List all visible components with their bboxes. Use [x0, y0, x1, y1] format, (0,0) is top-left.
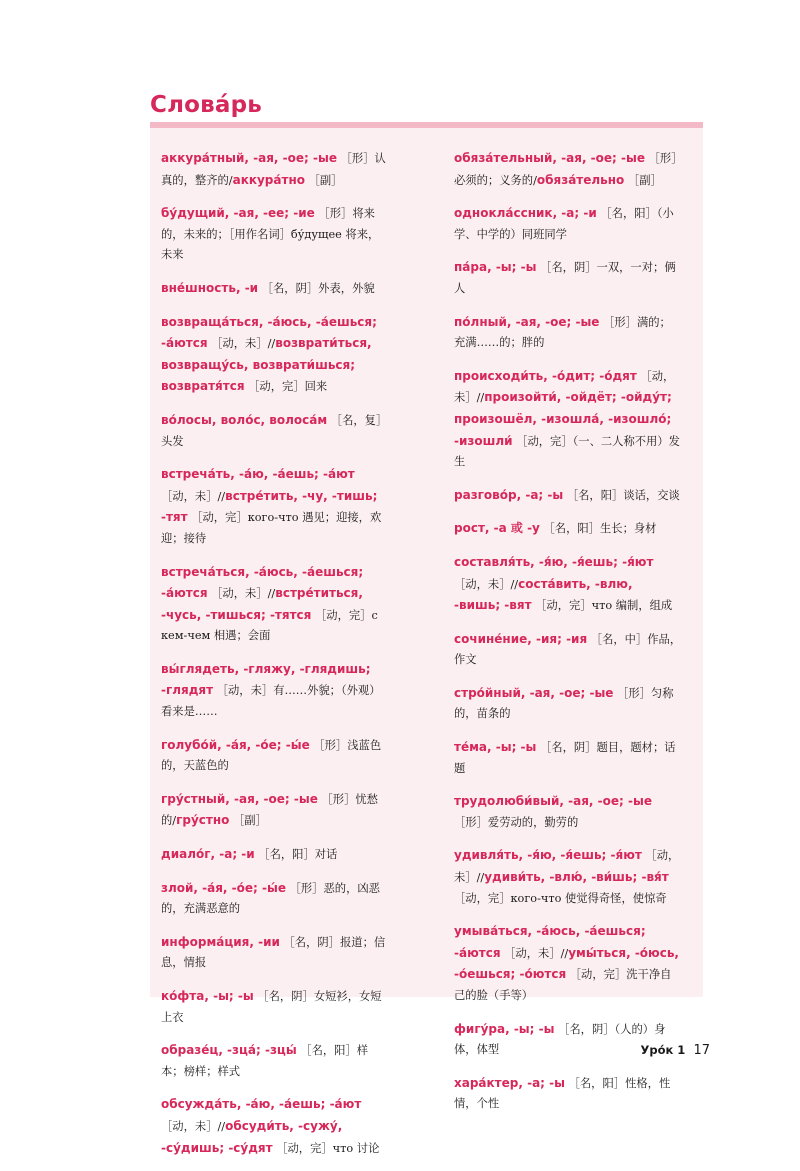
gloss: ［动，未］//	[504, 946, 569, 960]
gloss: ［形］爱劳动的，勤劳的	[454, 815, 579, 829]
vocabulary-column-left	[161, 148, 389, 1171]
vocabulary-entry	[161, 1040, 389, 1082]
gloss: ［动，完］с кем-чем 相遇；会面	[161, 608, 378, 643]
gloss: ［副］	[233, 814, 267, 828]
headword: сочине́ние, -ия; -ия	[454, 631, 588, 646]
headword: фигу́ра, -ы; -ы	[454, 1021, 555, 1036]
headword: аккура́тный, -ая, -ое; -ые	[161, 151, 337, 165]
gloss: ［动，完］что 编制，组成	[535, 599, 673, 613]
gloss: ［形］恶的，凶恶的，充满恶意的	[161, 881, 380, 916]
gloss: ［动，未］//	[454, 849, 680, 885]
headword: трудолюби́вый, -ая, -ое; -ые	[454, 794, 652, 809]
headword: злой, -а́я, -о́е; -ы́е	[161, 880, 286, 895]
headword: удивля́ть, -я́ю, -я́ешь; -я́ют	[454, 848, 642, 863]
gloss: ［形］浅蓝色的，天蓝色的	[161, 738, 382, 773]
headword: голубо́й, -а́я, -о́е; -ы́е	[161, 737, 310, 752]
headword: обсуди́ть, -сужу́, -су́дишь; -су́дят	[161, 1118, 343, 1155]
headword: образе́ц, -зца́; -зцы́	[161, 1043, 297, 1058]
vocabulary-entry	[161, 278, 389, 300]
gloss: ［名，阴］外表，外貌	[261, 281, 375, 295]
gloss: ［形］忧愁的/	[161, 792, 378, 828]
page-title: Слова́рь	[150, 92, 263, 118]
gloss: ［动，未］//	[211, 337, 276, 351]
vocabulary-entry	[161, 203, 389, 266]
headword: бу́дущий, -ая, -ее; -ие	[161, 206, 315, 221]
vocabulary-entry	[161, 312, 389, 398]
gloss: ［副］	[627, 173, 662, 187]
vocabulary-entry	[454, 552, 682, 617]
gloss: ［动，完］кого-что 使觉得奇怪，使惊奇	[454, 891, 667, 905]
headword: па́ра, -ы; -ы	[454, 260, 537, 275]
gloss: ［名，阳］谈话，交谈	[566, 488, 680, 502]
gloss: ［动，未］//	[454, 577, 519, 591]
headword: гру́стный, -ая, -ое; -ые	[161, 791, 318, 806]
lesson-label: Уро́к 1	[640, 1043, 686, 1057]
vocabulary-entry	[454, 629, 682, 671]
gloss: ［名，阳］生长；身材	[543, 522, 657, 536]
page-footer	[600, 1043, 710, 1058]
vocabulary-entry	[454, 845, 682, 909]
vocabulary-entry	[454, 485, 682, 507]
vocabulary-entry	[161, 789, 389, 832]
headword: встреча́ться, -а́юсь, -а́ешься; -а́ются	[161, 564, 364, 601]
gloss: ［形］匀称的，苗条的	[454, 686, 674, 721]
vocabulary-entry	[454, 737, 682, 779]
gloss: ［形］满的；充满……的；胖的	[454, 315, 671, 350]
vocabulary-entry	[454, 203, 682, 245]
gloss: ［名，复］头发	[161, 413, 388, 448]
gloss: ［名，阳］样本；榜样；样式	[161, 1044, 369, 1078]
headword: произойти́, -ойдёт; -ойду́т; произошёл, -изошла́, -изошло́; -изошли́	[454, 390, 672, 448]
headword: составля́ть, -я́ю, -я́ешь; -я́ют	[454, 554, 654, 569]
gloss: ［动，完］洗干净自己的脸（手等）	[454, 968, 672, 1002]
headword: информа́ция, -ии	[161, 934, 280, 949]
headword: встре́тить, -чу, -тишь; -тят	[161, 488, 378, 525]
gloss: ［动，完］回来	[248, 380, 328, 394]
headword: возврати́ться, возвращу́сь, возврати́шься; возвратя́тся	[161, 336, 372, 394]
gloss: ［名，阴］（人的）身体，体型	[454, 1022, 666, 1057]
gloss: ［名，阳］性格，性情，个性	[454, 1076, 671, 1111]
page-number: 17	[693, 1043, 710, 1058]
headword: во́лосы, воло́с, волоса́м	[161, 412, 328, 427]
vocabulary-entry	[454, 1073, 682, 1115]
headword: однокла́ссник, -а; -и	[454, 206, 597, 221]
vocabulary-entry	[161, 878, 389, 920]
gloss: ［动，完］（一、二人称不用）发生	[454, 434, 680, 469]
headword: стро́йный, -ая, -ое; -ые	[454, 685, 614, 700]
headword: рост, -а 或 -у	[454, 521, 540, 536]
vocabulary-entry	[454, 257, 682, 299]
vocabulary-entry	[161, 659, 389, 723]
headword: соста́вить, -влю, -вишь; -вят	[454, 576, 633, 613]
gloss: ［名，阴］女短衫，女短上衣	[161, 990, 382, 1024]
gloss: ［动，完］что 讨论	[276, 1141, 380, 1155]
headword: диало́г, -а; -и	[161, 847, 255, 862]
gloss: ［副］	[308, 173, 343, 187]
headword: умы́ться, -о́юсь, -о́ешься; -о́ются	[454, 945, 679, 982]
vocabulary-entry	[454, 921, 682, 1006]
gloss: ［名，阳］（小学、中学的）同班同学	[454, 207, 674, 241]
headword: те́ма, -ы; -ы	[454, 740, 537, 755]
vocabulary-entry	[161, 986, 389, 1028]
vocabulary-entry	[454, 148, 682, 191]
vocabulary-entry	[161, 735, 389, 777]
gloss: ［名，阴］题目，题材；话题	[454, 741, 676, 775]
vocabulary-entry	[161, 932, 389, 974]
headword: удиви́ть, -влю́, -ви́шь; -вя́т	[484, 870, 669, 885]
headword: обсужда́ть, -а́ю, -а́ешь; -а́ют	[161, 1097, 362, 1112]
headword: вне́шность, -и	[161, 280, 259, 295]
headword: встреча́ть, -а́ю, -а́ешь; -а́ют	[161, 467, 355, 482]
gloss: ［形］必须的；义务的/	[454, 152, 677, 187]
vocabulary-entry	[161, 844, 389, 866]
vocabulary-entry	[454, 518, 682, 540]
headword: обяза́тельный, -ая, -ое; -ые	[454, 151, 645, 165]
vocabulary-entry	[454, 683, 682, 725]
headword: вы́глядеть, -гляжу, -глядишь; -глядят	[161, 661, 371, 698]
vocabulary-entry	[161, 464, 389, 549]
gloss: ［名，阴］一双，一对；俩人	[454, 261, 676, 295]
headword: происходи́ть, -о́дит; -о́дят	[454, 368, 637, 383]
gloss: ［形］将来的，未来的；［用作名词］бу́дущее 将来，未来	[161, 207, 380, 262]
gloss: ［名，阳］对话	[258, 848, 338, 862]
vocabulary-entry	[454, 312, 682, 354]
headword: по́лный, -ая, -ое; -ые	[454, 314, 600, 329]
gloss: ［动，完］кого-что 遇见；迎接，欢迎；接待	[161, 511, 382, 545]
headword: встре́титься, -чусь, -тишься; -тятся	[161, 586, 363, 622]
gloss: ［动，未］//	[454, 369, 675, 405]
headword: возвраща́ться, -а́юсь, -а́ешься; -а́ются	[161, 314, 377, 351]
gloss: ［动，未］有……外貌；（外观）看来是……	[161, 684, 381, 719]
vocabulary-entry	[161, 1094, 389, 1159]
vocabulary-column-right	[454, 148, 682, 1127]
vocabulary-entry	[454, 366, 682, 473]
gloss: ［动，未］//	[161, 1119, 226, 1133]
gloss: ［动，未］//	[161, 489, 226, 503]
headword: ко́фта, -ы; -ы	[161, 989, 254, 1003]
gloss: ［名，中］作品，作文	[454, 632, 682, 667]
headword: хара́ктер, -а; -ы	[454, 1075, 565, 1090]
headword: обяза́тельно	[536, 172, 625, 187]
vocabulary-entry	[161, 410, 389, 452]
headword: разгово́р, -а; -ы	[454, 487, 564, 502]
vocabulary-entry	[161, 562, 389, 647]
gloss: ［形］认真的，整齐的/	[161, 152, 386, 187]
vocabulary-entry	[454, 791, 682, 833]
headword: аккура́тно	[232, 172, 305, 187]
gloss: ［名，阴］报道；信息，情报	[161, 935, 386, 970]
headword: гру́стно	[176, 813, 230, 828]
vocabulary-entry	[161, 148, 389, 191]
headword: умыва́ться, -а́юсь, -а́ешься; -а́ются	[454, 924, 646, 960]
gloss: ［动，未］//	[211, 587, 276, 601]
